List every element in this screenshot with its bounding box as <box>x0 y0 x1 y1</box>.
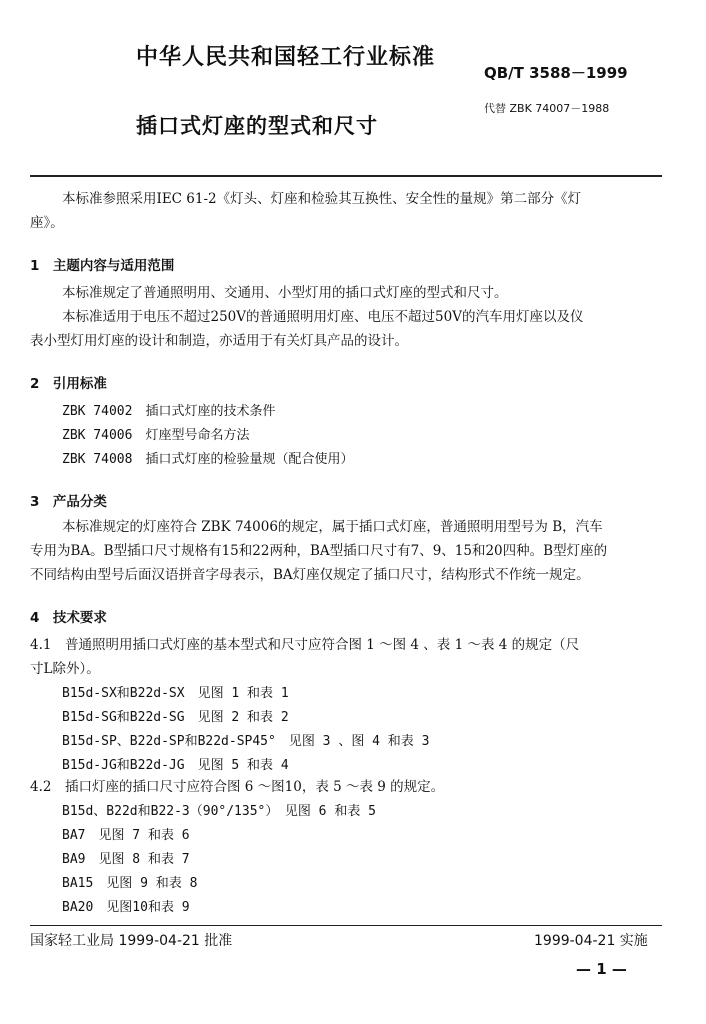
reference-item: ZBK 74008 插口式灯座的检验量规（配合使用） <box>62 452 354 467</box>
org-title: 中华人民共和国轻工行业标准 <box>136 45 436 70</box>
section-1-heading: 1 主题内容与适用范围 <box>30 258 175 274</box>
implementation-date: 1999-04-21 实施 <box>534 933 648 949</box>
section-4-2-line-1: 4.2 插口灯座的插口尺寸应符合图 6 ～图10，表 5 ～表 9 的规定。 <box>30 779 445 795</box>
list-item: BA20 见图10和表 9 <box>62 900 190 915</box>
section-4-1-line-2: 寸L除外）。 <box>30 661 100 677</box>
intro-line-2: 座》。 <box>30 215 64 231</box>
approval-note: 国家轻工业局 1999-04-21 批准 <box>30 933 233 949</box>
footer-rule <box>30 925 662 926</box>
document-title: 插口式灯座的型式和尺寸 <box>136 114 378 138</box>
list-item: B15d-SG和B22d-SG 见图 2 和表 2 <box>62 710 289 725</box>
section-3-heading: 3 产品分类 <box>30 494 107 510</box>
reference-item: ZBK 74006 灯座型号命名方法 <box>62 428 250 443</box>
section-4-1-line-1: 4.1 普通照明用插口式灯座的基本型式和尺寸应符合图 1 ～图 4 、表 1 ～表 4 的规定（尺 <box>30 637 580 653</box>
section-1-para-2-line-1: 本标准适用于电压不超过250V的普通照明用灯座、电压不超过50V的汽车用灯座以及仪 <box>62 309 584 325</box>
section-1-para-1: 本标准规定了普通照明用、交通用、小型灯用的插口式灯座的型式和尺寸。 <box>62 285 508 301</box>
page-number: — 1 — <box>576 960 627 978</box>
section-3-line-1: 本标准规定的灯座符合 ZBK 74006的规定，属于插口式灯座，普通照明用型号为 B，汽车 <box>62 519 603 535</box>
section-4-heading: 4 技术要求 <box>30 610 107 626</box>
section-3-line-3: 不同结构由型号后面汉语拼音字母表示，BA灯座仅规定了插口尺寸，结构形式不作统一规定。 <box>30 567 590 583</box>
reference-item: ZBK 74002 插口式灯座的技术条件 <box>62 404 276 419</box>
list-item: BA15 见图 9 和表 8 <box>62 876 198 891</box>
replaces-note: 代替 ZBK 74007－1988 <box>484 102 610 115</box>
list-item: B15d、B22d和B22-3（90°/135°） 见图 6 和表 5 <box>62 804 376 819</box>
list-item: BA9 见图 8 和表 7 <box>62 852 190 867</box>
header-rule <box>30 175 662 177</box>
standard-code: QB/T 3588－1999 <box>484 64 628 82</box>
intro-line-1: 本标准参照采用IEC 61-2《灯头、灯座和检验其互换性、安全性的量规》第二部分《灯 <box>62 191 582 207</box>
list-item: BA7 见图 7 和表 6 <box>62 828 190 843</box>
list-item: B15d-SX和B22d-SX 见图 1 和表 1 <box>62 686 289 701</box>
section-1-para-2-line-2: 表小型灯用灯座的设计和制造，亦适用于有关灯具产品的设计。 <box>30 333 408 349</box>
list-item: B15d-SP、B22d-SP和B22d-SP45° 见图 3 、图 4 和表 3 <box>62 734 430 749</box>
section-2-heading: 2 引用标准 <box>30 376 107 392</box>
list-item: B15d-JG和B22d-JG 见图 5 和表 4 <box>62 758 289 773</box>
section-3-line-2: 专用为BA。B型插口尺寸规格有15和22两种，BA型插口尺寸有7、9、15和20四种。B型灯座的 <box>30 543 608 559</box>
